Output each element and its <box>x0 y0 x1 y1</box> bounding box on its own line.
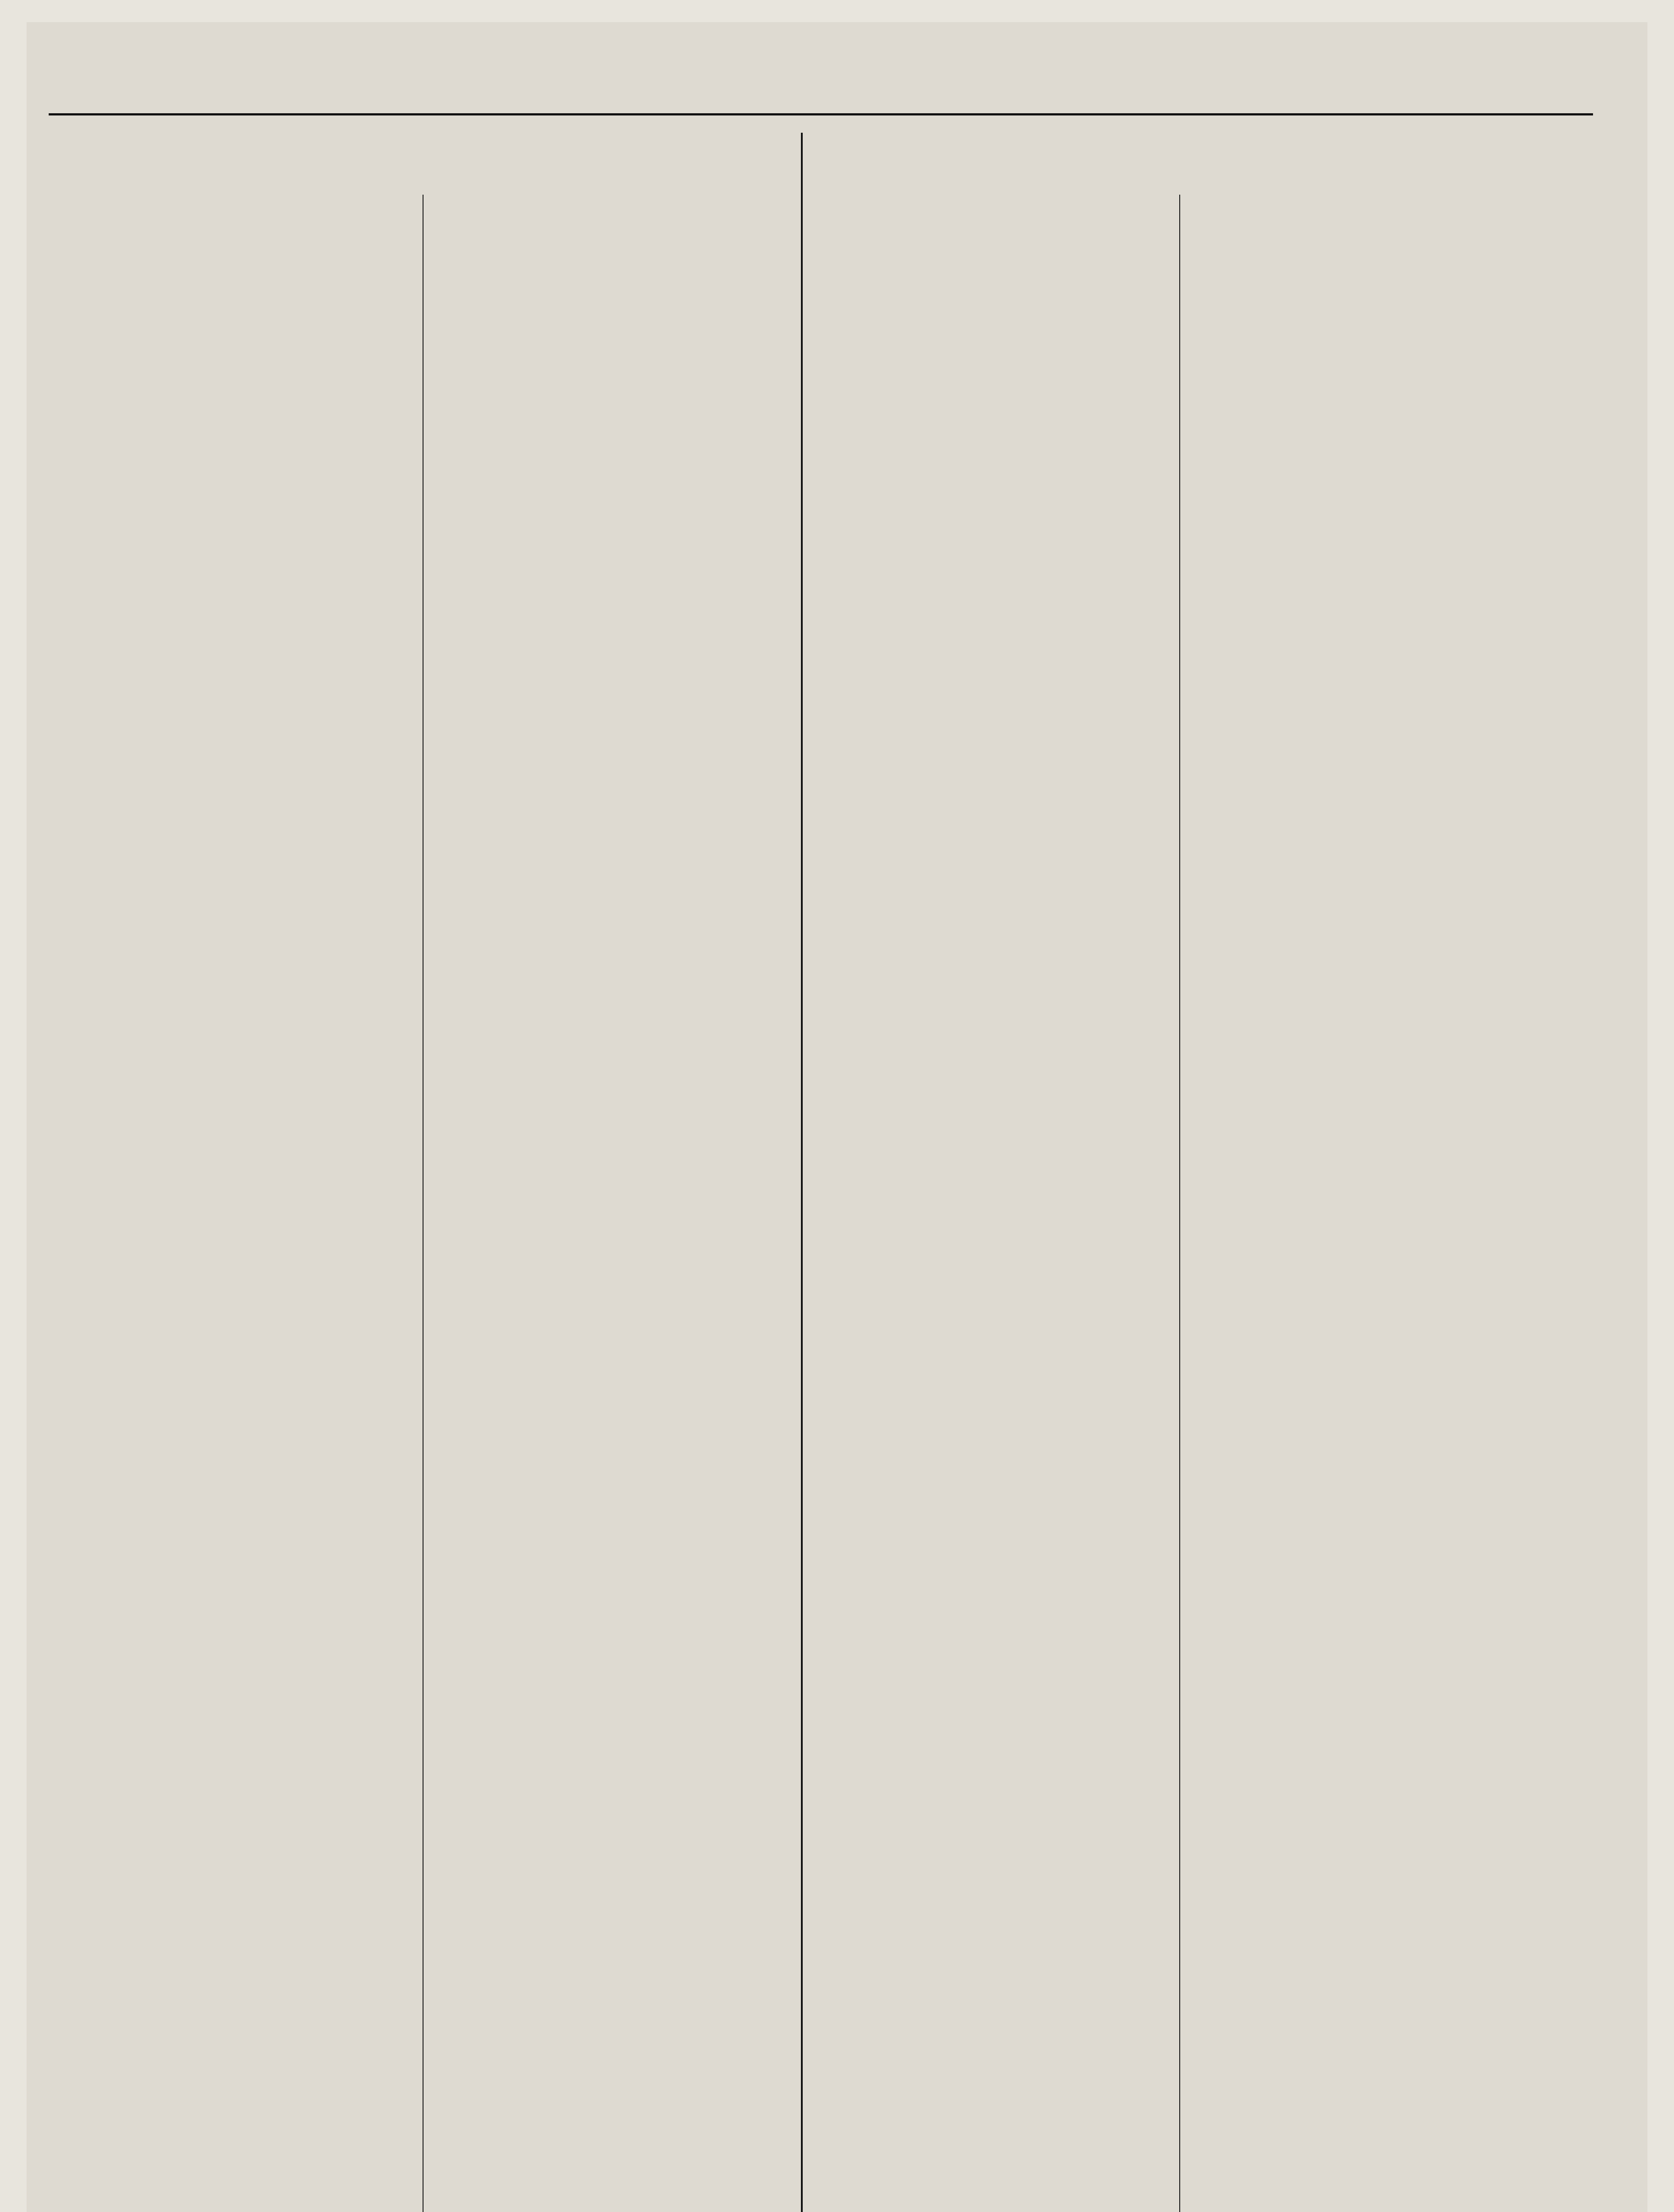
column-3 <box>810 199 1173 2212</box>
running-header <box>49 88 1593 115</box>
column-rule-center <box>801 133 803 2212</box>
column-1a <box>53 199 416 2212</box>
column-rule-right <box>1179 195 1180 2212</box>
column-2 <box>431 199 794 2212</box>
column-1 <box>49 133 792 199</box>
column-4 <box>1188 199 1593 2212</box>
column-3-header <box>810 133 1589 199</box>
